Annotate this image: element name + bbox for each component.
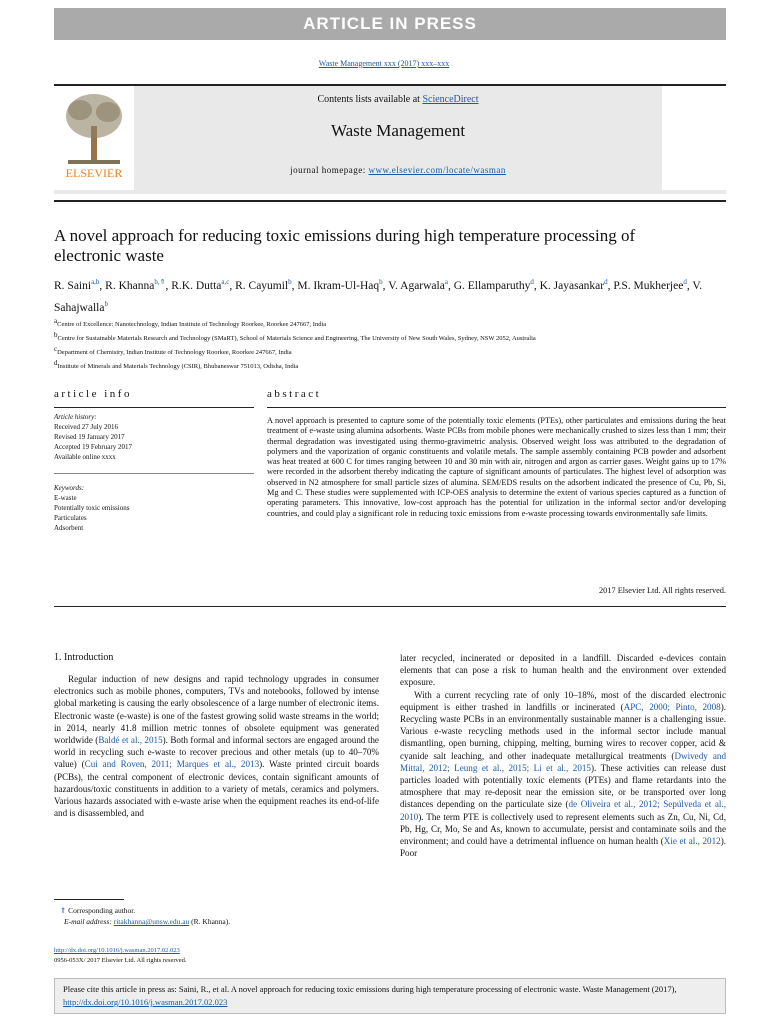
paragraph-text: later recycled, incinerated or deposited in a landfill. Discarded e-devices contain elements that can pose a risk to human health and the environment over extended exposure.	[400, 653, 726, 688]
article-title: A novel approach for reducing toxic emissions during high temperature processing of electronic waste	[54, 226, 636, 265]
cite-text: Please cite this article in press as: Saini, R., et al. A novel approach for reducing toxic emissions during high temperature processing of electronic waste. Waste Management (2017),	[63, 984, 677, 994]
keyword-item: E-waste	[54, 494, 77, 502]
intro-paragraph	[54, 673, 379, 819]
article-in-press-banner	[54, 8, 726, 40]
email-link[interactable]: ritakhanna@unsw.edu.au	[113, 917, 190, 926]
keyword-item: Particulates	[54, 514, 87, 522]
paragraph-text: With a current recycling rate of only 10–18%, most of the discarded electronic equipment is either trashed in landfills or incinerated (	[400, 689, 726, 712]
affiliation-mark: a	[54, 317, 58, 325]
corresponding-label: Corresponding author.	[68, 906, 136, 915]
history-label: Article history:	[54, 413, 97, 421]
affiliation-item	[54, 316, 744, 330]
affiliation-mark: b	[54, 331, 58, 340]
history-item: Received 27 July 2016	[54, 423, 118, 431]
author-affiliation-mark[interactable]: a	[444, 278, 448, 286]
email-name: (R. Khanna).	[191, 917, 231, 926]
author-list: R. Saini$^{a,b}$, R. Khanna$^{b,⇑}$, R.K. Dutta$^{a,c}$, R. Cayumil$^b$, M. Ikram-Ul-Haq$^b$, V. Agarwala$^a$, G. Ellamparuthy$^d$, K. Jayasankar$^d$, P.S. Mukherjee$^d$, V. Sahajwalla$^b$	[54, 278, 703, 314]
author-name[interactable]: R.K. Dutta	[171, 279, 222, 292]
affiliation-text: Department of Chemistry, Indian Institute of Technology Roorkee, Roorkee 247667, India	[57, 349, 292, 357]
author-name[interactable]: G. Ellamparuthy	[453, 279, 531, 292]
affiliation-item	[54, 330, 744, 344]
introduction-heading: 1. Introduction	[54, 652, 114, 663]
article-history	[54, 412, 254, 462]
citation-link[interactable]: APC, 2000; Pinto, 2008	[623, 701, 721, 712]
keyword-item: Adsorbent	[54, 524, 84, 532]
author-name[interactable]: M. Ikram-Ul-Haq	[297, 279, 380, 292]
journal-citation-link[interactable]: Waste Management xxx (2017) xxx–xxx	[318, 59, 450, 68]
article-info-heading: article info	[54, 388, 132, 400]
affiliation-text: Institute of Minerals and Materials Technology (CSIR), Bhubaneswar 751013, Odisha, India	[57, 363, 299, 371]
article-info-rule	[54, 407, 254, 408]
journal-homepage-line	[134, 165, 662, 175]
author-affiliation-mark[interactable]: a,b	[91, 278, 100, 286]
elsevier-logo	[54, 86, 134, 190]
front-matter-rule	[54, 606, 726, 607]
email-label: E-mail address:	[64, 917, 112, 926]
history-rule	[54, 473, 254, 474]
author-name[interactable]: R. Cayumil	[235, 279, 289, 292]
author-affiliation-mark[interactable]: d	[530, 278, 534, 286]
citation-link[interactable]: Xie et al., 2012	[663, 836, 721, 847]
affiliation-item	[54, 344, 744, 358]
affiliation-text: Centre for Sustainable Materials Research and Technology (SMaRT), School of Materials Science and Engineering, The University of New South Wales, Sydney, NSW 2052, Australia	[57, 335, 536, 343]
cite-doi-link[interactable]: http://dx.doi.org/10.1016/j.wasman.2017.02.023	[63, 997, 228, 1007]
homepage-link[interactable]: www.elsevier.com/locate/wasman	[368, 165, 506, 175]
paragraph	[400, 689, 726, 860]
keywords	[54, 483, 254, 533]
abstract-text: A novel approach is presented to capture some of the potentially toxic elements (PTEs), other particulates and emissions during the heat treatment of e-waste using alumina adsorbents. Waste PCBs from mobile phones were mechanically crushed to sizes less than 1 mm; their thermal degradation was investigated using thermo-gravimetric analysis. Observed weight loss was attributed to the degradation of polymers and the vaporization of organic constituents and volatile metals. The sample assembly containing PCB powder and adsorbent was heat treated at 600 C for times ranging between 10 and 30 min with air, nitrogen and argon as carrier gases. Weight gains up to 17% were recorded in the adsorbent thereby indicating the capture of significant amounts of particulates. The highest level of adsorption was observed in N2 atmosphere for small particle sizes of alumina. SEM/EDS results on the adsorbent indicated the presence of Cu, Pb, Si, Mg and C. These studies were supplemented with ICP-OES analysis to determine the extent of various species captured as a function of operating parameters. This innovative, low-cost approach has the potential for utilization in the informal sector and/or developing countries, and could play a significant role in reducing toxic emissions from e-waste processing towards environmentally safe limits.	[267, 416, 726, 518]
history-item: Available online xxxx	[54, 453, 116, 461]
affiliation-list	[54, 316, 744, 373]
affiliation-text: Centre of Excellence: Nanotechnology, Indian Institute of Technology Roorkee, Roorkee 247667, India	[57, 321, 327, 329]
elsevier-wordmark: ELSEVIER	[65, 166, 123, 180]
journal-cover-thumbnail	[662, 86, 726, 190]
masthead-rule	[54, 200, 726, 202]
paragraph-text: ). These activities can release dust particles loaded with potentially toxic elements (PTEs) and flame retardants into the atmosphere that may re-deposit near the emission site, or be transported over long distances depending on the particulate size (	[400, 762, 726, 810]
contents-line	[134, 94, 662, 105]
author-affiliation-mark[interactable]: b	[288, 278, 292, 286]
affiliation-mark: c	[54, 345, 58, 354]
author-name[interactable]: V. Sahajwalla	[54, 279, 703, 314]
keyword-item: Potentially toxic emissions	[54, 504, 130, 512]
author-affiliation-mark[interactable]: b,⇑	[154, 278, 166, 286]
abstract-rule	[267, 407, 726, 408]
footnote-mark: ⇑	[60, 906, 67, 915]
doi-link[interactable]: http://dx.doi.org/10.1016/j.wasman.2017.02.023	[54, 947, 180, 954]
affiliation-item	[54, 358, 744, 372]
author-affiliation-mark[interactable]: b	[104, 299, 108, 308]
body-column-left	[54, 673, 379, 819]
author-affiliation-mark[interactable]: b	[379, 278, 383, 286]
citation-link[interactable]: de Oliveira et al., 2012; Sepúlveda et al., 2010	[400, 799, 726, 822]
abstract-copyright: 2017 Elsevier Ltd. All rights reserved.	[599, 586, 726, 595]
author-name[interactable]: K. Jayasankar	[539, 279, 605, 292]
corresponding-author-footnote	[54, 905, 379, 927]
paragraph-text: ). Both formal and informal sectors are engaged around the world in recycling such e-waste to recover precious and other metals (up to 40–70% value) (	[54, 735, 379, 770]
contents-prefix: Contents lists available at	[317, 94, 420, 105]
keywords-label: Keywords:	[54, 484, 85, 492]
paragraph-text: ). Poor	[400, 836, 727, 859]
author-affiliation-mark[interactable]: d	[683, 278, 687, 286]
paragraph-text: ). Recycling waste PCBs in an environmentally sustainable manner is a challenging issue. Various e-waste recycling methods used in the informal sector include manual dismantling, open burning, chipping, melting, burning wires to recover copper, acid & cyanide salt leaching, and other inadequate metallurgical treatments (	[400, 701, 726, 761]
author-name[interactable]: R. Saini	[54, 279, 92, 292]
paragraph-text: Regular induction of new designs and rapid technology upgrades in consumer electronics such as mobile phones, computers, TVs and notebooks, followed by intense global marketing is causing the early obsolescence of a large number of electronic items. Electronic waste (e-waste) is one of the fastest growing solid waste streams in the world; in 2014, nearly 41.8 million metric tonnes of obsolete equipment was generated worldwide (	[54, 674, 379, 746]
doi-block	[54, 946, 379, 966]
banner-label: ARTICLE IN PRESS	[303, 14, 477, 33]
paragraph-text: ). Waste printed circuit boards (PCBs), the central component of electronic devices, contain significant amounts of hazardous/toxic constituents in addition to a variety of metals, ceramics and polymers. Various hazards associated with e-waste arise when the equipment reaches its end-of-life and is disassembled, and	[54, 759, 379, 819]
paragraph	[400, 652, 726, 689]
author-affiliation-mark[interactable]: d	[604, 278, 608, 286]
history-item: Accepted 19 February 2017	[54, 443, 132, 451]
citation-notice-box	[54, 978, 726, 1014]
paragraph-text: ). The term PTE is collectively used to represent elements such as Zn, Cu, Ni, Cd, Pb, Hg, Cr, Mo, Se and As, known to accumulate, persist and contaminate soils and the environment; and could have a detrimental influence on human health (	[400, 811, 726, 847]
author-name[interactable]: P.S. Mukherjee	[613, 279, 684, 292]
footnote-rule	[54, 899, 124, 900]
history-item: Revised 19 January 2017	[54, 433, 125, 441]
sciencedirect-link[interactable]: ScienceDirect	[422, 94, 479, 105]
citation-link[interactable]: Cui and Roven, 2011; Marques et al., 2013	[84, 759, 260, 770]
body-column-right	[400, 652, 726, 859]
citation-link[interactable]: Dwivedy and Mittal, 2012; Leung et al., 2015; Li et al., 2015	[400, 750, 726, 773]
homepage-prefix: journal homepage:	[290, 165, 366, 175]
affiliation-mark: d	[54, 359, 58, 368]
abstract-heading: abstract	[267, 388, 322, 400]
journal-title: Waste Management	[330, 121, 466, 140]
author-affiliation-mark[interactable]: a,c	[221, 278, 230, 286]
author-name[interactable]: R. Khanna	[105, 279, 155, 292]
author-name[interactable]: V. Agarwala	[388, 279, 445, 292]
issn-line: 0956-053X/ 2017 Elsevier Ltd. All rights reserved.	[54, 957, 187, 964]
citation-link[interactable]: Baldé et al., 2015	[98, 735, 163, 746]
